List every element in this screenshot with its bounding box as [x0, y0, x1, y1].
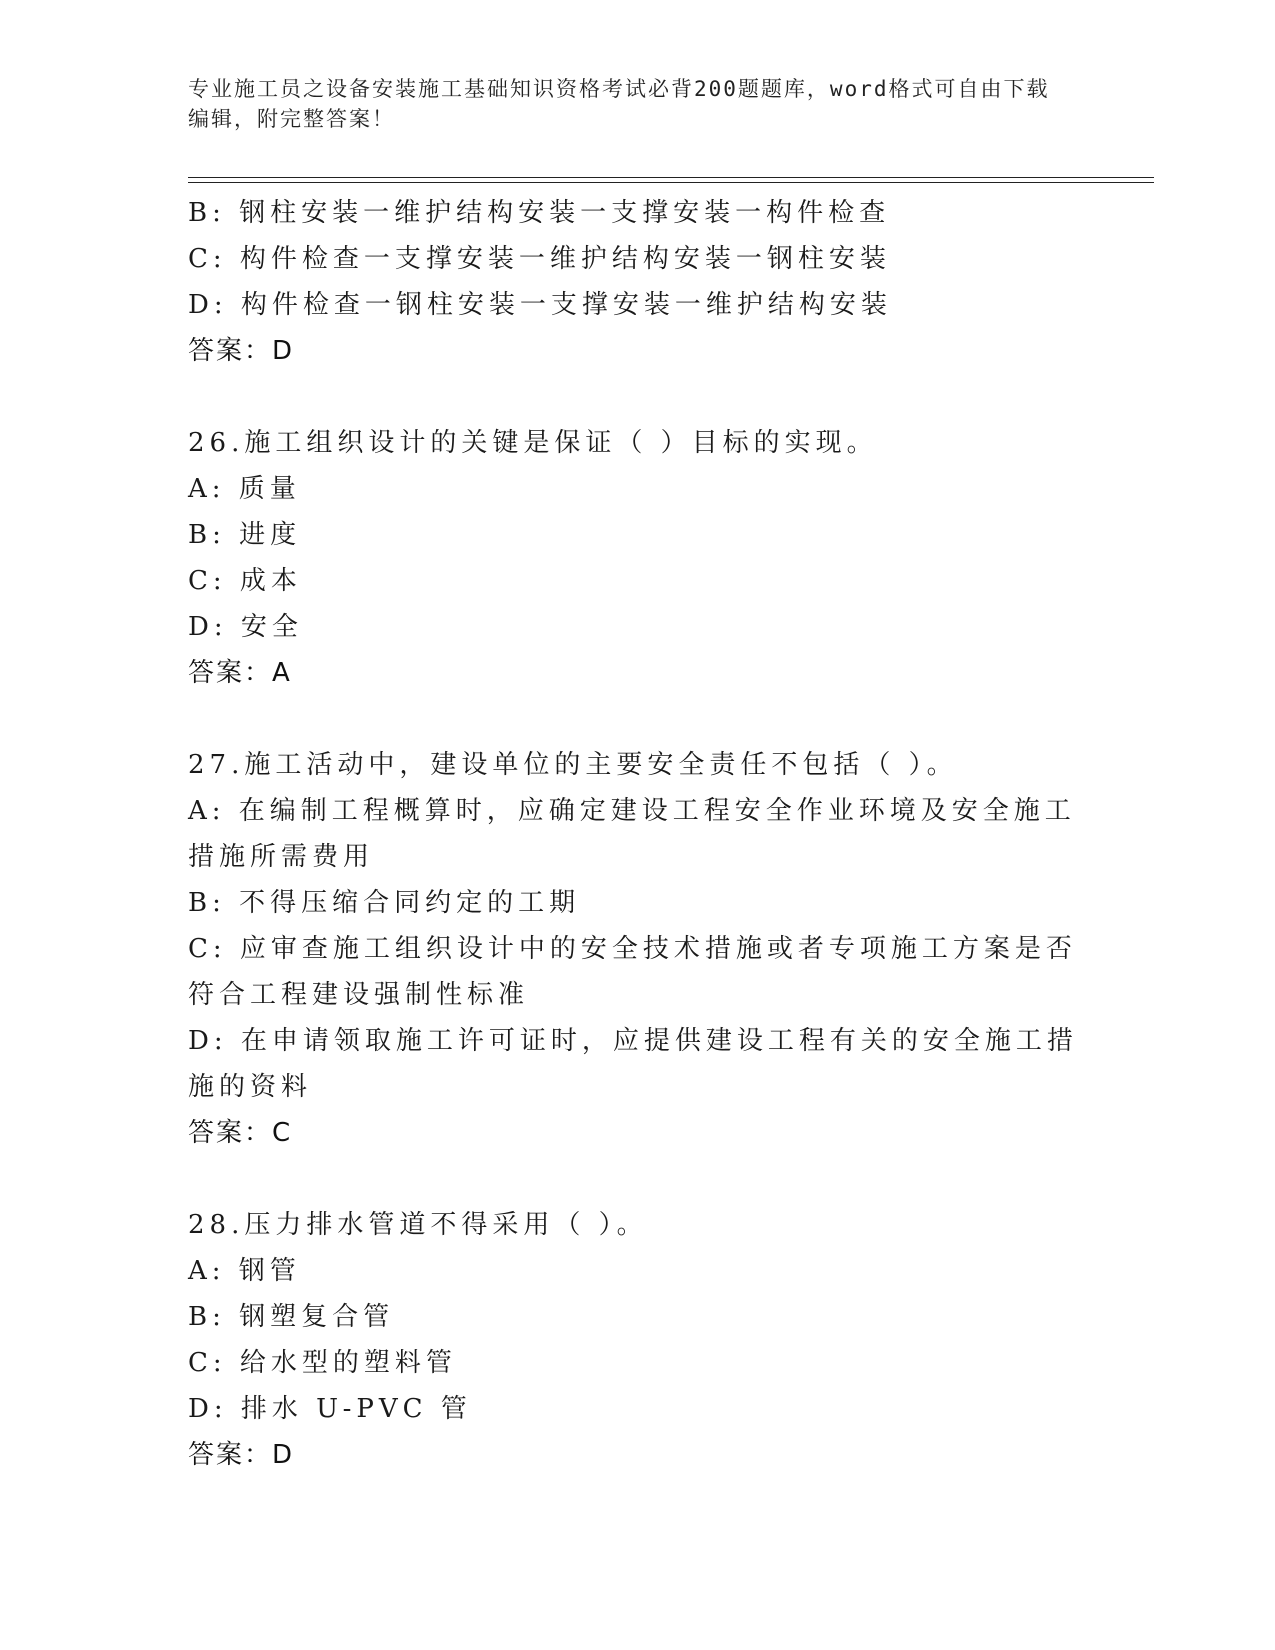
option-b: B: 进度 — [188, 520, 302, 550]
header-rule-bottom — [188, 182, 1154, 183]
spacer — [188, 1156, 1088, 1202]
option-a: A: 质量 — [188, 474, 301, 504]
spacer — [188, 696, 1088, 742]
option-b: B: 不得压缩合同约定的工期 — [188, 888, 581, 918]
option-c: C: 应审查施工组织设计中的安全技术措施或者专项施工方案是否符合工程建设强制性标准 — [188, 934, 1077, 1010]
question-list — [188, 190, 1088, 1478]
answer-line: 答案：D — [188, 336, 295, 366]
option-c: C: 构件检查一支撑安装一维护结构安装一钢柱安装 — [188, 244, 891, 274]
question-stem: 27.施工活动中，建设单位的主要安全责任不包括（ ）。 — [188, 750, 958, 780]
question-block-25 — [188, 190, 1088, 374]
option-c: C: 成本 — [188, 566, 302, 596]
document-header: 专业施工员之设备安装施工基础知识资格考试必背200题题库，word格式可自由下载编辑，附完整答案！ — [188, 77, 1050, 131]
option-b: B: 钢塑复合管 — [188, 1302, 395, 1332]
question-stem: 26.施工组织设计的关键是保证（ ）目标的实现。 — [188, 428, 878, 458]
option-d: D: 构件检查一钢柱安装一支撑安装一维护结构安装 — [188, 290, 892, 320]
answer-line: 答案：A — [188, 658, 292, 688]
option-d: D: 排水 U-PVC 管 — [188, 1394, 472, 1424]
question-block-28 — [188, 1202, 1088, 1478]
question-stem: 28.压力排水管道不得采用（ ）。 — [188, 1210, 648, 1240]
option-d: D: 安全 — [188, 612, 303, 642]
answer-line: 答案：C — [188, 1118, 293, 1148]
spacer — [188, 374, 1088, 420]
answer-line: 答案：D — [188, 1440, 295, 1470]
option-a: A: 在编制工程概算时，应确定建设工程安全作业环境及安全施工措施所需费用 — [188, 796, 1076, 872]
question-block-27 — [188, 742, 1088, 1156]
option-b: B: 钢柱安装一维护结构安装一支撑安装一构件检查 — [188, 198, 891, 228]
option-a: A: 钢管 — [188, 1256, 301, 1286]
header-rule-top — [188, 177, 1154, 178]
option-d: D: 在申请领取施工许可证时，应提供建设工程有关的安全施工措施的资料 — [188, 1026, 1078, 1102]
option-c: C: 给水型的塑料管 — [188, 1348, 457, 1378]
question-block-26 — [188, 420, 1088, 696]
